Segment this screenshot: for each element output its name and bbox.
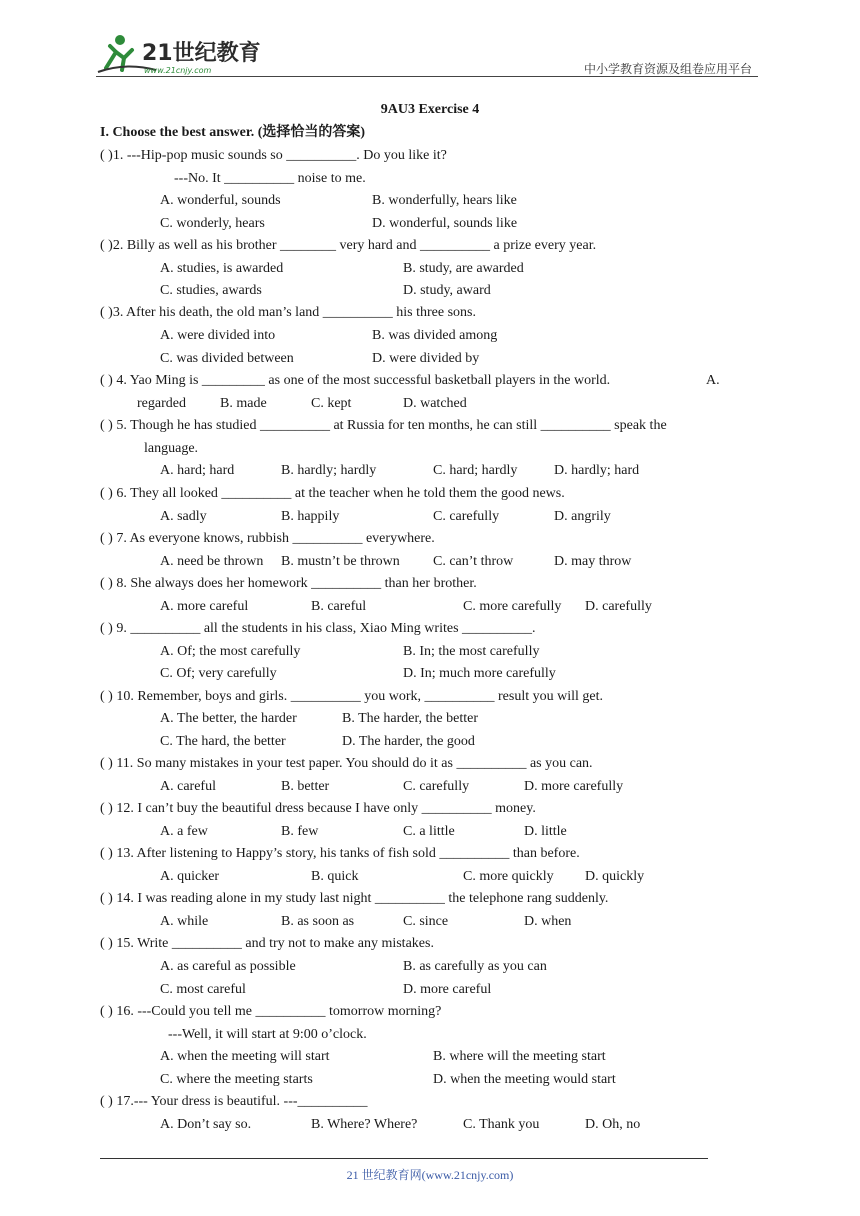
answer-option: B. In; the most carefully [403,644,540,659]
answer-option: B. where will the meeting start [433,1049,606,1064]
question-line: ( ) 6. They all looked __________ at the teacher when he told them the good news. [100,486,565,501]
answer-option: A. while [160,914,209,929]
answer-option: D. may throw [554,554,632,569]
question-line: ---Well, it will start at 9:00 o’clock. [168,1027,367,1042]
logo-text: 21世纪教育 [142,41,261,66]
question-line: ( ) 8. She always does her homework __________ than her brother. [100,576,477,591]
question-line: ( )1. ---Hip-pop music sounds so __________. Do you like it? [100,148,447,163]
answer-option: C. a little [403,824,455,839]
answer-option: B. as carefully as you can [403,959,547,974]
answer-option: C. was divided between [160,351,294,366]
answer-option: D. quickly [585,869,645,884]
answer-option: C. can’t throw [433,554,514,569]
answer-option: A. studies, is awarded [160,261,284,276]
answer-option: A. careful [160,779,216,794]
answer-option: B. as soon as [281,914,355,929]
header-rule [96,76,758,77]
answer-option: C. kept [311,396,352,411]
answer-option: D. carefully [585,599,652,614]
question-line: ( ) 14. I was reading alone in my study last night __________ the telephone rang suddenly. [100,891,609,906]
answer-option: D. angrily [554,509,611,524]
answer-option: B. hardly; hardly [281,463,377,478]
answer-option: C. where the meeting starts [160,1072,313,1087]
answer-option: D. Oh, no [585,1117,641,1132]
page-title: 9AU3 Exercise 4 [380,102,480,117]
question-line: ( ) 10. Remember, boys and girls. __________ you work, __________ result you will get. [100,689,603,704]
question-line: ( ) 16. ---Could you tell me __________ tomorrow morning? [100,1004,442,1019]
answer-option: B. made [220,396,267,411]
question-line: ---No. It __________ noise to me. [174,171,366,186]
section-heading: I. Choose the best answer. (选择恰当的答案) [100,125,366,140]
answer-option: A. as careful as possible [160,959,296,974]
answer-option: B. quick [311,869,359,884]
answer-option: A. more careful [160,599,249,614]
answer-option: A. [706,373,720,388]
answer-option: A. when the meeting will start [160,1049,330,1064]
answer-option: C. Thank you [463,1117,540,1132]
answer-option: C. Of; very carefully [160,666,277,681]
answer-option: C. The hard, the better [160,734,286,749]
question-line: ( ) 4. Yao Ming is _________ as one of the most successful basketball players in the world. [100,373,611,388]
page-header [96,30,756,78]
answer-option: D. more carefully [524,779,624,794]
question-line: ( ) 11. So many mistakes in your test paper. You should do it as __________ as you can. [100,756,593,771]
answer-option: B. careful [311,599,367,614]
footer-text: 21 世纪教育网(www.21cnjy.com) [346,1168,514,1182]
answer-option: C. carefully [403,779,470,794]
question-line: ( )3. After his death, the old man’s land __________ his three sons. [100,305,476,320]
question-line: ( ) 5. Though he has studied __________ at Russia for ten months, he can still __________ speak the [100,418,667,433]
answer-option: A. Of; the most carefully [160,644,301,659]
answer-option: D. wonderful, sounds like [372,216,518,231]
question-line: ( ) 9. __________ all the students in his class, Xiao Ming writes __________. [100,621,536,636]
answer-option: A. sadly [160,509,207,524]
answer-option: D. hardly; hard [554,463,640,478]
answer-option: C. most careful [160,982,246,997]
answer-option: D. The harder, the good [342,734,475,749]
answer-option: D. were divided by [372,351,480,366]
logo-icon [96,30,296,78]
answer-option: A. were divided into [160,328,276,343]
footer-rule [100,1158,708,1159]
answer-option: A. a few [160,824,208,839]
answer-option: A. wonderful, sounds [160,193,281,208]
answer-option: B. happily [281,509,340,524]
answer-option: C. more quickly [463,869,554,884]
answer-option: A. The better, the harder [160,711,297,726]
answer-option: C. since [403,914,449,929]
answer-option: B. mustn’t be thrown [281,554,400,569]
answer-option: B. The harder, the better [342,711,479,726]
answer-option: C. more carefully [463,599,562,614]
platform-name: 中小学教育资源及组卷应用平台 [583,62,752,76]
question-line: language. [144,441,199,456]
answer-option: D. when [524,914,572,929]
question-line: ( ) 12. I can’t buy the beautiful dress because I have only __________ money. [100,801,536,816]
answer-option: D. more careful [403,982,492,997]
answer-option: D. when the meeting would start [433,1072,616,1087]
question-line: ( ) 13. After listening to Happy’s story, his tanks of fish sold __________ than before. [100,846,580,861]
answer-option: D. little [524,824,567,839]
answer-option: B. few [281,824,319,839]
question-line: ( ) 7. As everyone knows, rubbish __________ everywhere. [100,531,435,546]
answer-option: A. quicker [160,869,220,884]
answer-option: B. Where? Where? [311,1117,418,1132]
answer-option: C. studies, awards [160,283,262,298]
logo-url: www.21cnjy.com [144,66,212,75]
question-line: ( ) 17.--- Your dress is beautiful. ---__________ [100,1094,368,1109]
answer-option: A. need be thrown [160,554,264,569]
answer-option: B. study, are awarded [403,261,524,276]
answer-option: C. hard; hardly [433,463,518,478]
answer-option: A. hard; hard [160,463,235,478]
answer-option: D. In; much more carefully [403,666,556,681]
answer-option: C. carefully [433,509,500,524]
answer-option: A. Don’t say so. [160,1117,252,1132]
answer-option: D. watched [403,396,467,411]
answer-option: B. wonderfully, hears like [372,193,517,208]
answer-option: B. was divided among [372,328,498,343]
answer-option: C. wonderly, hears [160,216,265,231]
answer-option: regarded [137,396,186,411]
answer-option: D. study, award [403,283,491,298]
question-line: ( )2. Billy as well as his brother ________ very hard and __________ a prize every year. [100,238,597,253]
answer-option: B. better [281,779,330,794]
question-line: ( ) 15. Write __________ and try not to make any mistakes. [100,936,434,951]
